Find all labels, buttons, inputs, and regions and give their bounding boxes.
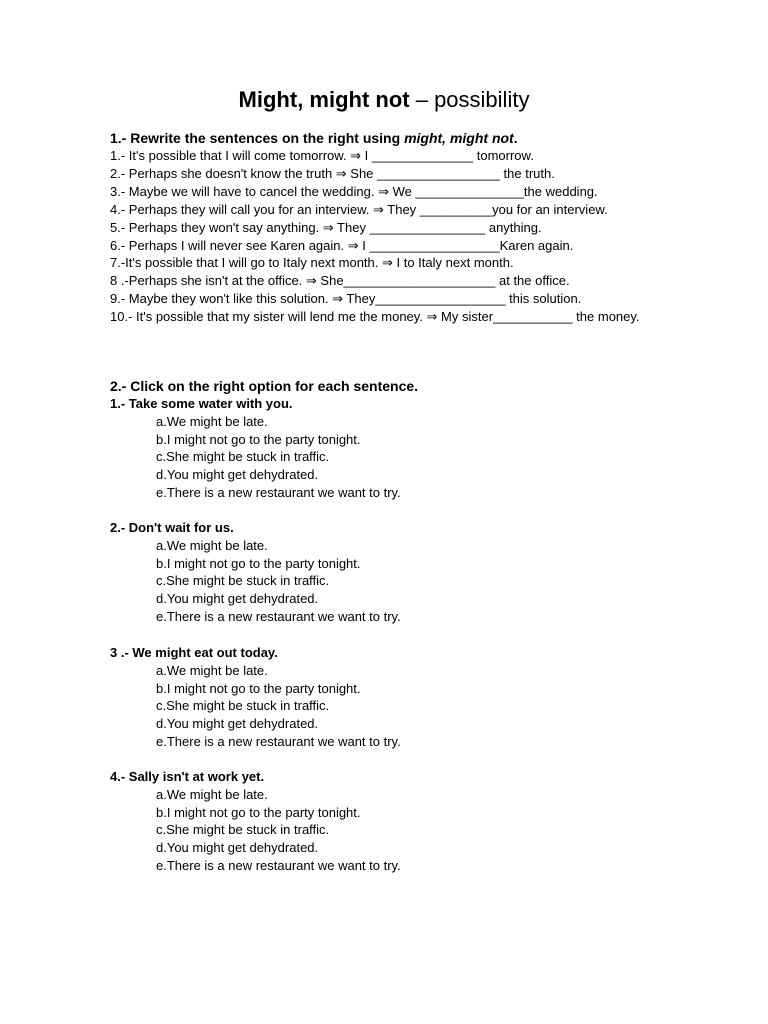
option-c[interactable]: c.She might be stuck in traffic. (156, 449, 330, 465)
exercise-item-1: 1.- It's possible that I will come tomorrow. ⇒ I ______________ tomorrow. (110, 148, 534, 163)
question-title: 1.- Take some water with you. (110, 396, 293, 411)
exercise-item-4: 4.- Perhaps they will call you for an interview. ⇒ They __________you for an interview. (110, 201, 608, 217)
option-d[interactable]: d.You might get dehydrated. (156, 467, 319, 483)
option-c[interactable]: c.She might be stuck in traffic. (156, 698, 330, 714)
section1-list (110, 147, 670, 326)
option-e[interactable]: e.There is a new restaurant we want to try. (156, 608, 401, 624)
question-1 (110, 395, 401, 502)
question-4 (110, 768, 401, 875)
exercise-item-2: 2.- Perhaps she doesn't know the truth ⇒ She _________________ the truth. (110, 165, 555, 181)
option-a[interactable]: a.We might be late. (156, 413, 268, 429)
option-b[interactable]: b.I might not go to the party tonight. (156, 555, 361, 571)
page-title-rest: – possibility (409, 87, 530, 112)
section1-heading-suffix: . (513, 130, 518, 146)
option-d[interactable]: d.You might get dehydrated. (156, 716, 319, 732)
option-c[interactable]: c.She might be stuck in traffic. (156, 822, 330, 838)
option-b[interactable]: b.I might not go to the party tonight. (156, 804, 361, 820)
option-e[interactable]: e.There is a new restaurant we want to try. (156, 733, 401, 749)
section1-heading-italic: might, might not (404, 130, 514, 146)
question-title: 2.- Don't wait for us. (110, 520, 234, 535)
page-title-bold: Might, might not (238, 87, 410, 112)
exercise-item-7: 7.-It's possible that I will go to Italy next month. ⇒ I to Italy next month. (110, 255, 514, 271)
question-title: 4.- Sally isn't at work yet. (110, 769, 265, 784)
option-d[interactable]: d.You might get dehydrated. (156, 591, 319, 607)
section2-heading: 2.- Click on the right option for each sentence. (110, 378, 419, 394)
section1-heading-prefix: 1.- Rewrite the sentences on the right using (110, 130, 405, 146)
exercise-item-6: 6.- Perhaps I will never see Karen again. ⇒ I __________________Karen again. (110, 237, 574, 253)
exercise-item-10: 10.- It's possible that my sister will lend me the money. ⇒ My sister___________ the money. (110, 309, 640, 325)
option-a[interactable]: a.We might be late. (156, 537, 268, 553)
exercise-item-3: 3.- Maybe we will have to cancel the wedding. ⇒ We _______________the wedding. (110, 183, 598, 199)
exercise-item-9: 9.- Maybe they won't like this solution. ⇒ They__________________ this solution. (110, 291, 582, 307)
question-2 (110, 519, 401, 626)
option-b[interactable]: b.I might not go to the party tonight. (156, 431, 361, 447)
option-c[interactable]: c.She might be stuck in traffic. (156, 573, 330, 589)
option-b[interactable]: b.I might not go to the party tonight. (156, 680, 361, 696)
question-3 (110, 644, 401, 751)
exercise-item-5: 5.- Perhaps they won't say anything. ⇒ They ________________ anything. (110, 219, 542, 235)
option-a[interactable]: a.We might be late. (156, 786, 268, 802)
question-title: 3 .- We might eat out today. (110, 645, 278, 660)
section1-heading (110, 129, 518, 147)
option-e[interactable]: e.There is a new restaurant we want to try. (156, 484, 401, 500)
page-title (0, 86, 768, 114)
option-e[interactable]: e.There is a new restaurant we want to try. (156, 857, 401, 873)
option-d[interactable]: d.You might get dehydrated. (156, 840, 319, 856)
exercise-item-8: 8 .-Perhaps she isn't at the office. ⇒ She_____________________ at the office. (110, 273, 570, 289)
option-a[interactable]: a.We might be late. (156, 662, 268, 678)
